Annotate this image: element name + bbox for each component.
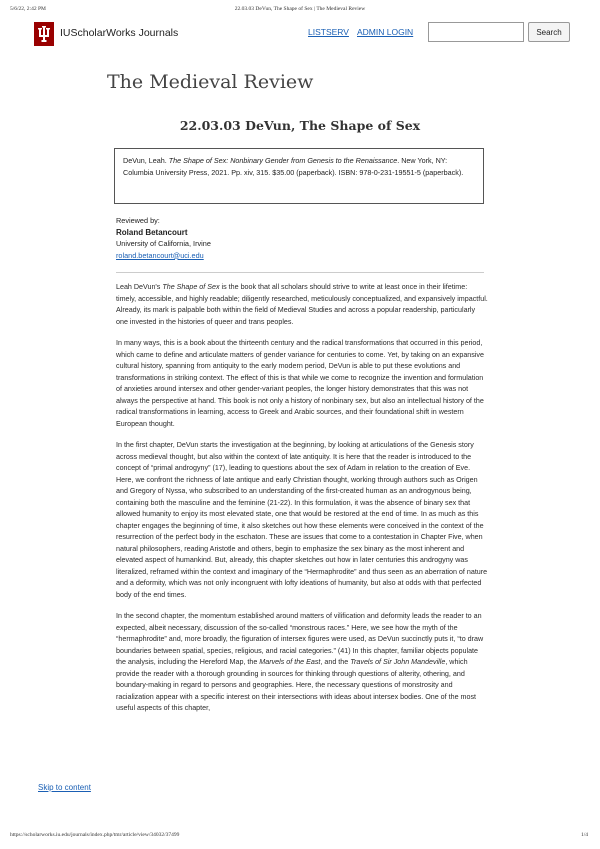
reviewer-block xyxy=(116,215,486,261)
divider xyxy=(116,272,484,273)
reviewer-name: Roland Betancourt xyxy=(116,227,188,237)
reviewer-affiliation: University of California, Irvine xyxy=(116,239,211,248)
print-url: https://scholarworks.iu.edu/journals/index.php/tmr/article/view/34032/37499 xyxy=(10,832,180,838)
iu-trident-icon xyxy=(37,25,51,43)
article-title: 22.03.03 DeVun, The Shape of Sex xyxy=(179,118,421,133)
citation-details: . New York, NY: Columbia University Press, 2021. Pp. xiv, 315. $35.00 (paperback). ISBN: 978-0-231-19551-5 (paperback). xyxy=(123,156,464,177)
site-name[interactable]: IUScholarWorks Journals xyxy=(60,27,179,39)
paragraph: In many ways, this is a book about the thirteenth century and the radical transformations that occurred in this period, which came to define and articulate matters of gender variance for centuries to come. Yet, by taking on an expansive cultural history, spanning from antiquity to the early modern period, DeVun is able to put these evolutions and transformations in striking context. The effect of this is that while we come to recognize the invention and formulation of anxieties around intersex and other gender-variant peoples, the longer history demonstrates that this was not always the perspective at hand. This book is not only a history of nonbinary sex, but also an intellectual history of the radical transformations in learning, access to Greek and Arabic sources, and their foundational shift in western European thought. xyxy=(116,339,484,428)
iu-logo[interactable] xyxy=(34,22,54,46)
print-header xyxy=(0,6,600,16)
citation-box xyxy=(114,148,484,204)
journal-title: The Medieval Review xyxy=(107,71,314,93)
reviewer-email-link[interactable]: roland.betancourt@uci.edu xyxy=(116,250,204,260)
print-footer xyxy=(0,832,600,842)
site-header xyxy=(34,22,574,46)
search-button[interactable]: Search xyxy=(528,22,570,42)
skip-to-content-link[interactable]: Skip to content xyxy=(38,783,91,792)
citation-author: DeVun, Leah. xyxy=(123,156,169,165)
nav-listserv-link[interactable]: LISTSERV xyxy=(308,27,349,37)
search-input[interactable] xyxy=(428,22,524,42)
paragraph: Leah DeVun's The Shape of Sex is the book that all scholars should strive to write at least once in their lifetime: timely, accessible, and highly readable; diligently researched, meticulously conceptualized, and expansively impactful. Already, its mark is palpable both within the field of Medieval Studies and across a popular readership, particularly one invested in the histories of queer and trans peoples. xyxy=(116,283,488,326)
print-date: 5/6/22, 2:42 PM xyxy=(10,6,46,12)
reviewer-label: Reviewed by: xyxy=(116,216,160,225)
review-body xyxy=(116,282,488,725)
paragraph: In the first chapter, DeVun starts the investigation at the beginning, by looking at articulations of the Genesis story across medieval thought, but also within the context of late antiquity. It is here that the reader is introduced to the concept of “primal androgyny” (17), leading to questions about the sex of Adam in relation to the creation of Eve. Here, we confront the richness of late antique and early Christian thought, working through authors such as Origen and Gregory of Nyssa, who subscribed to an understanding of the first-created human as an androgynous being, containing both the masculine and the feminine (21-22). In this formulation, it was the absence of binary sex that allowed humanity to enjoy its most elevated state, one that would be restored at the end of time. In as much as this chapter engages the beginning of time, it also sketches out how these elements were conceived in the context of the resurrection of the perfect body in the eschaton. These are issues that come to a contestation in Chapter Five, when natural philosophers, reading Aristotle and others, begin to emphasize the sex binary as the most inherent and elevated aspect of humankind. But, already, this chapter sketches out how in later centuries this androgyny was literalized, reframed within the context and imaginary of the “Hermaphrodite” and thus seen as an aberration of nature and a deformity, which was not only incongruent with lofty ideations of humanity, but also at odds with that perfected body of the end times. xyxy=(116,441,488,599)
nav-admin-login-link[interactable]: ADMIN LOGIN xyxy=(357,27,414,37)
citation-book-title: The Shape of Sex: Nonbinary Gender from Genesis to the Renaissance xyxy=(168,156,398,165)
print-page-title: 22.03.03 DeVun, The Shape of Sex | The Medieval Review xyxy=(234,6,366,12)
print-page-number: 1/4 xyxy=(580,832,588,838)
paragraph: In the second chapter, the momentum established around matters of vilification and deformity leads the reader to an expected, albeit necessary, discussion of the so-called “monstrous races.” Here, we see how the myth of the “hermaphrodite” and, more broadly, the figuration of intersex figures were used, as DeVun succinctly puts it, “to draw boundaries between spatial, species, religious, and racial categories.” (41) In this chapter, familiar objects populate the analysis, including the Hereford Map, the Marvels of the East, and the Travels of Sir John Mandeville, which provide the reader with a thorough grounding in sources for thinking through questions of alterity, othering, and boundary-making in regard to persons and geographies. Here, the necessary questions of monstrosity and racialization appear with a specific interest on their intersections with ideas about intersex bodies. One of the most useful aspects of this chapter, xyxy=(116,612,484,712)
